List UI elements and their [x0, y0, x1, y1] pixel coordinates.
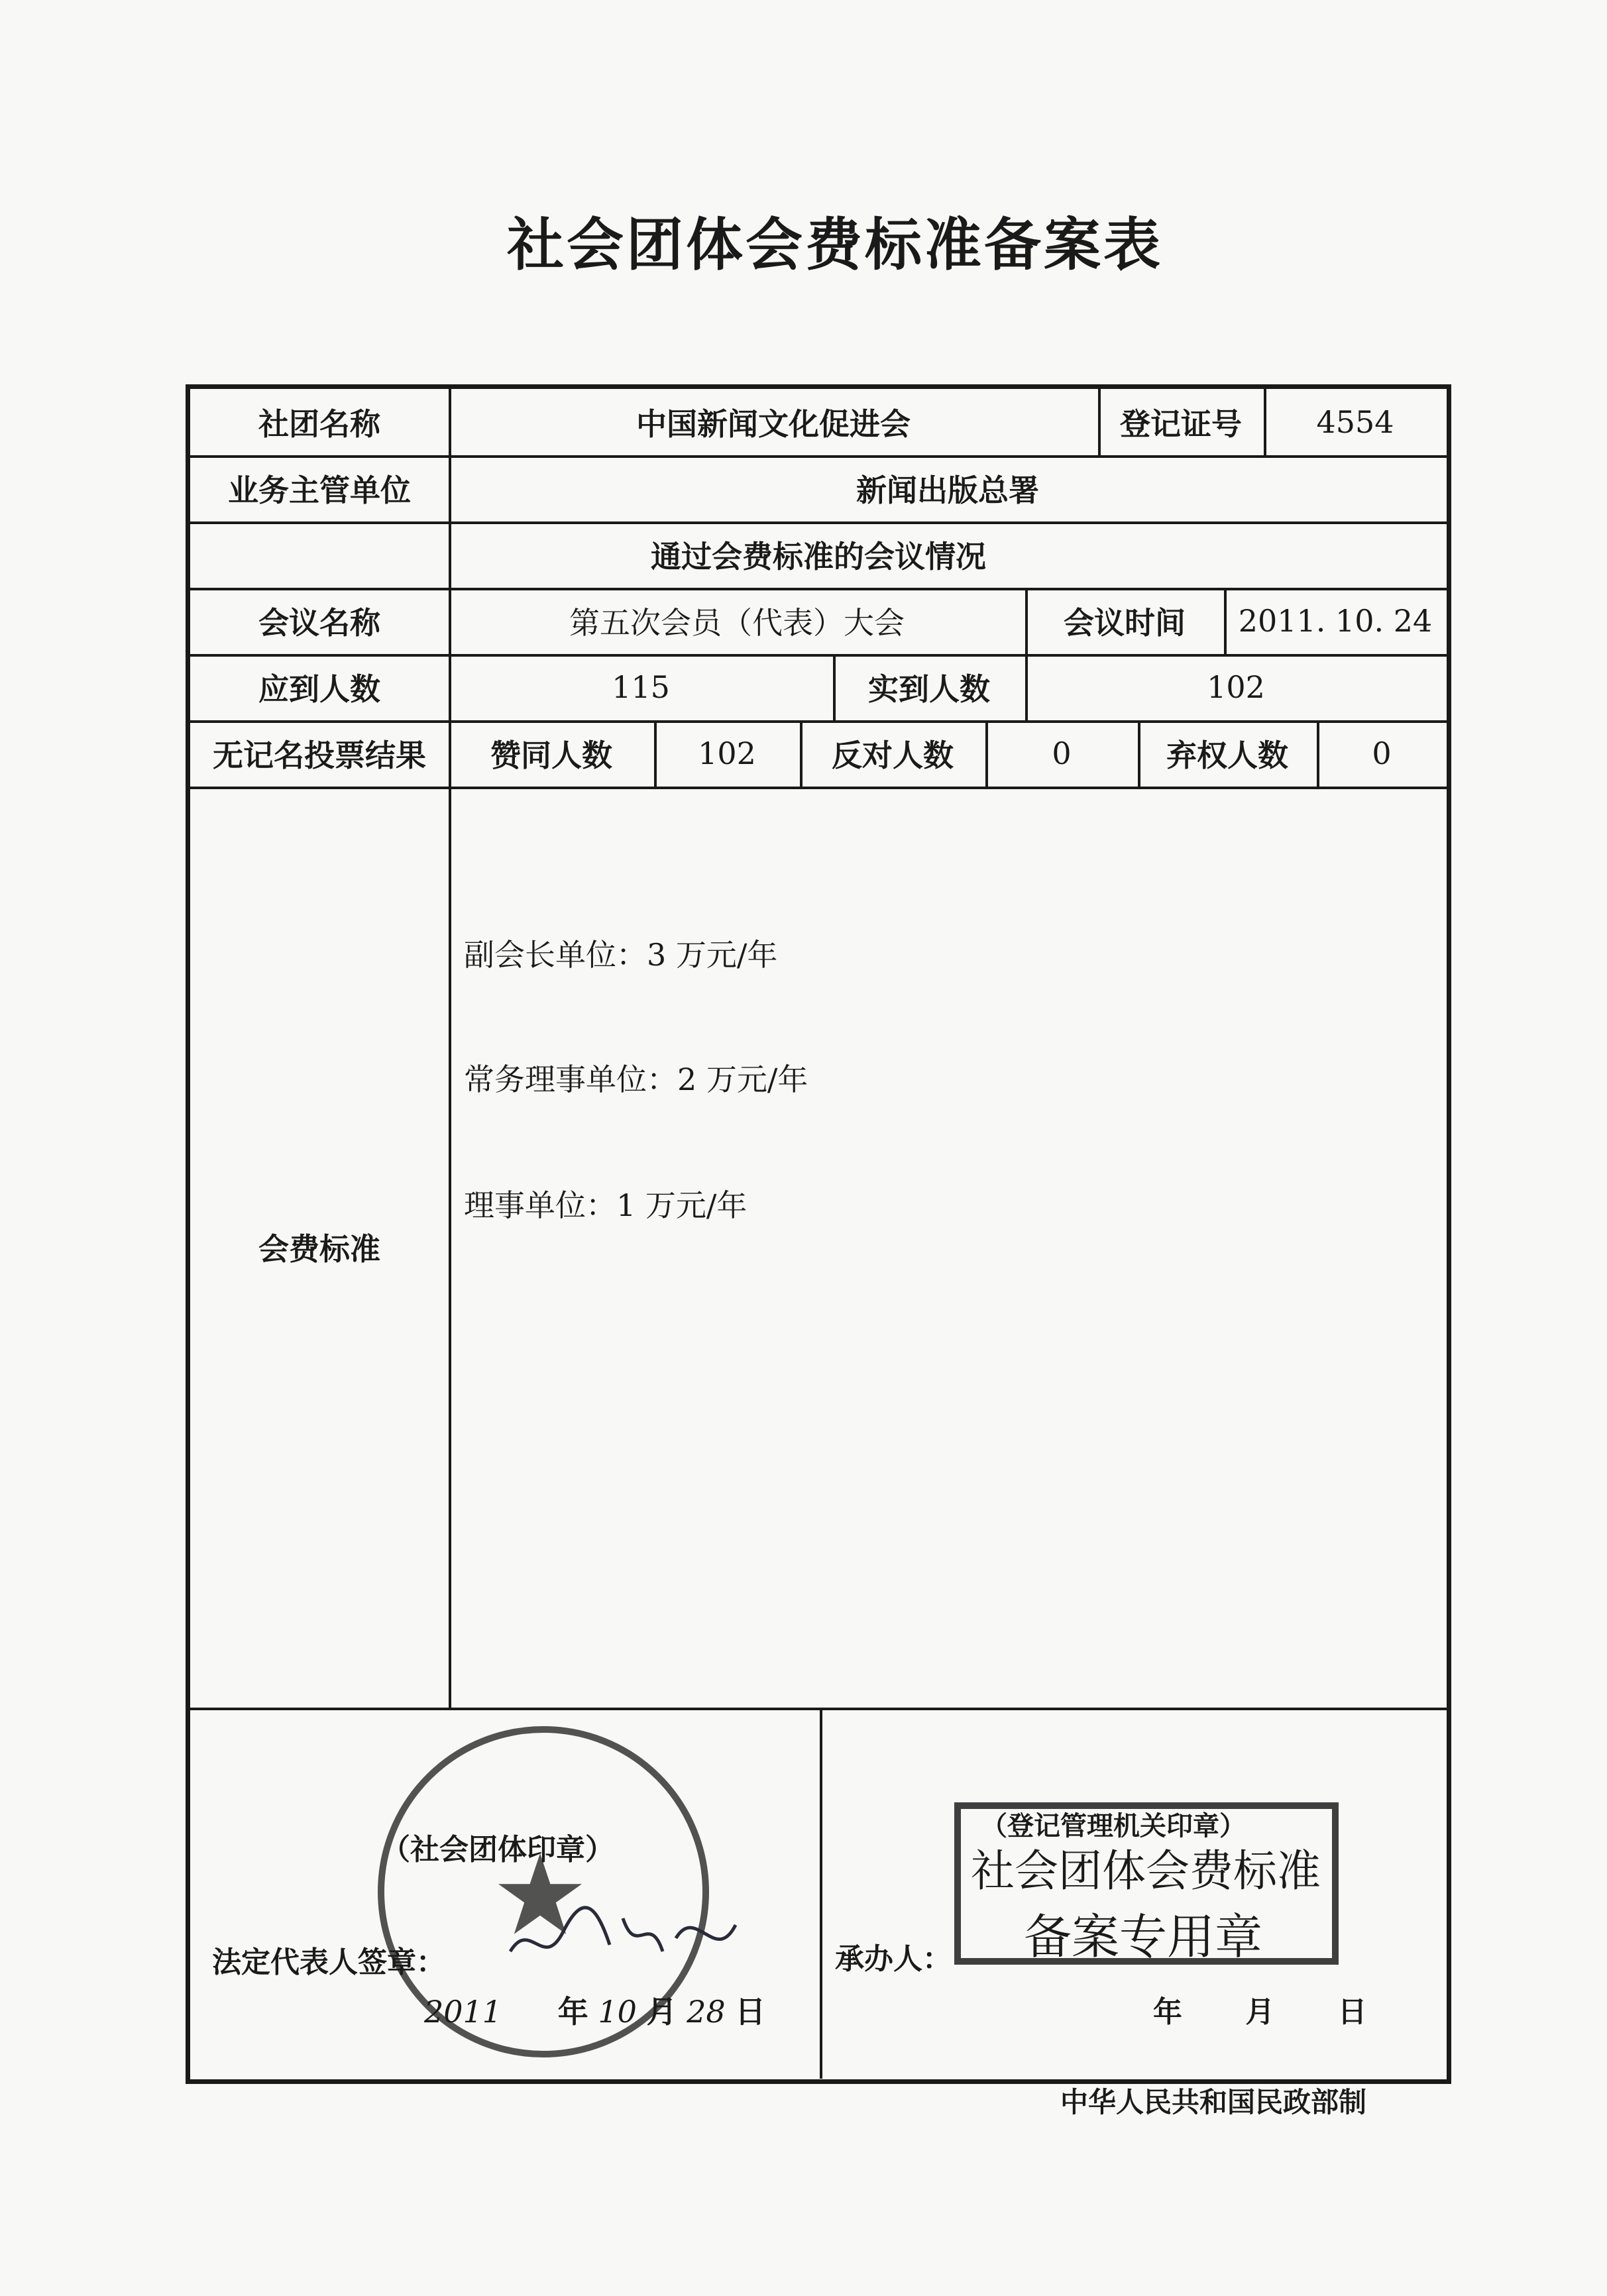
- authority-date-year: 年: [1153, 1995, 1182, 2029]
- vote-result-label: 无记名投票结果: [213, 738, 426, 773]
- expected-count-label: 应到人数: [258, 671, 380, 707]
- handler-label: 承办人：: [835, 1942, 952, 1976]
- reg-number-value: 4554: [1316, 404, 1394, 440]
- org-name-label: 社团名称: [258, 406, 380, 442]
- vote-against-label: 反对人数: [832, 738, 954, 773]
- vote-against-value: 0: [1052, 736, 1072, 771]
- handwritten-signature: [504, 1892, 742, 1985]
- authority-date-month: 月: [1245, 1995, 1275, 2029]
- org-seal-label: （社会团体印章）: [381, 1833, 614, 1867]
- sign-date-day-char: 日: [735, 1994, 766, 2030]
- authority-value: 新闻出版总署: [856, 472, 1039, 508]
- authority-label: 业务主管单位: [228, 472, 411, 508]
- vote-for-value: 102: [698, 736, 756, 771]
- stamp-line2: 备案专用章: [1024, 1909, 1263, 1965]
- authority-date: [1153, 1988, 1367, 2030]
- meeting-time-value: 2011. 10. 24: [1238, 603, 1433, 639]
- meeting-name-value: 第五次会员（代表）大会: [569, 605, 905, 641]
- page-title: 社会团体会费标准备案表: [507, 212, 1163, 278]
- fee-item: 副会长单位：3 万元/年: [464, 937, 778, 973]
- sign-date-year: 2011: [424, 1994, 502, 2030]
- footer-issuer: 中华人民共和国民政部制: [1060, 2086, 1367, 2118]
- vote-for-label: 赞同人数: [490, 738, 612, 773]
- reg-number-label: 登记证号: [1120, 406, 1242, 442]
- sign-date-day: 28: [687, 1994, 726, 2030]
- authority-seal-label: （登记管理机关印章）: [981, 1811, 1246, 1841]
- fee-standard-label: 会费标准: [258, 1231, 380, 1267]
- actual-count-label: 实到人数: [868, 671, 990, 707]
- meeting-name-label: 会议名称: [258, 605, 380, 641]
- sign-date: [424, 1988, 765, 2032]
- fee-item: 常务理事单位：2 万元/年: [464, 1062, 808, 1097]
- sign-date-month-char: 月: [646, 1994, 677, 2030]
- stamp-line1: 社会团体会费标准: [971, 1845, 1321, 1896]
- authority-seal-stamp: [954, 1802, 1339, 1965]
- expected-count-value: 115: [612, 669, 670, 705]
- legal-rep-label: 法定代表人签章：: [212, 1945, 445, 1979]
- org-name-value: 中国新闻文化促进会: [636, 406, 911, 442]
- sign-date-month: 10: [598, 1994, 637, 2030]
- vote-abstain-label: 弃权人数: [1166, 738, 1288, 773]
- authority-date-day: 日: [1337, 1995, 1367, 2029]
- actual-count-value: 102: [1207, 669, 1265, 705]
- vote-abstain-value: 0: [1372, 736, 1392, 771]
- fee-item: 理事单位：1 万元/年: [464, 1187, 748, 1223]
- meeting-section-heading: 通过会费标准的会议情况: [651, 539, 986, 574]
- meeting-time-label: 会议时间: [1064, 605, 1186, 641]
- sign-date-year-char: 年: [557, 1994, 588, 2030]
